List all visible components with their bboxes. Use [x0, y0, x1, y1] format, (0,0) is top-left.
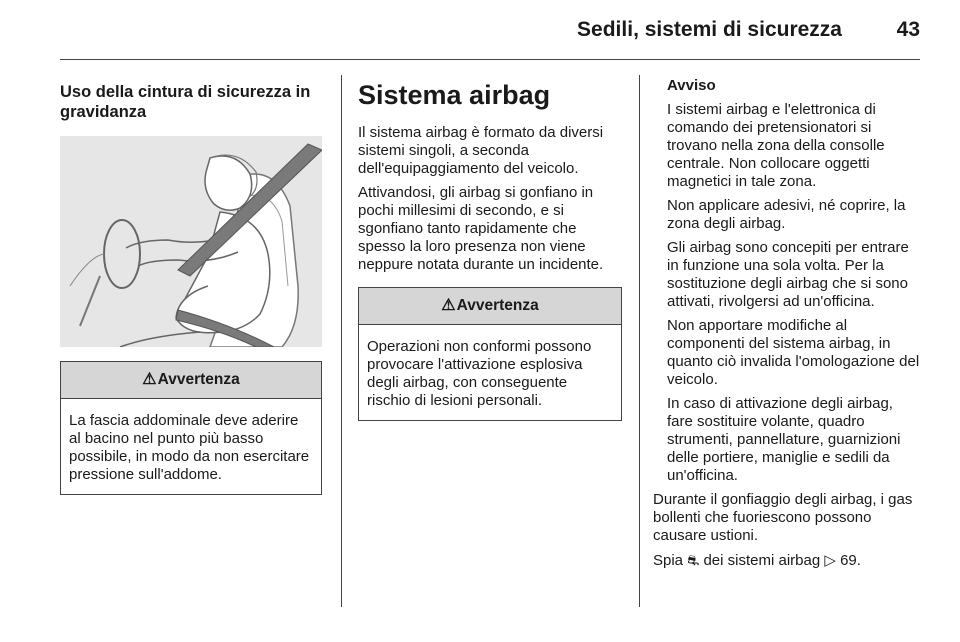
section-heading-airbag: Sistema airbag	[358, 80, 551, 110]
page-number: 43	[896, 18, 920, 41]
warning-triangle-icon: ⚠	[142, 371, 157, 388]
notice-paragraph: Non apportare modifiche al componenti del sistema airbag, in quanto ciò invalida l'omologazione del veicolo.	[667, 317, 920, 388]
paragraph-airbag-deployment: Attivandosi, gli airbag si gonfiano in pochi millesimi di secondo, e si sgonfiano tanto rapidamente che spesso la loro presenza non viene neppure notata durante un incidente.	[358, 184, 604, 273]
column-divider-right	[639, 75, 640, 607]
warning-box-pregnancy	[60, 361, 322, 495]
notice-paragraph: Non applicare adesivi, né coprire, la zona degli airbag.	[667, 197, 906, 232]
warning-heading: Avvertenza	[157, 371, 240, 388]
notice-heading: Avviso	[667, 77, 716, 94]
pregnant-seatbelt-illustration	[60, 136, 322, 347]
warning-text: Operazioni non conformi possono provocare l'attivazione esplosiva degli airbag, con conseguente rischio di lesioni personali.	[367, 338, 592, 409]
paragraph-indicator-reference	[653, 551, 921, 570]
notice-paragraph: In caso di attivazione degli airbag, fare sostituire volante, quadro strumenti, pannellature, guarnizioni delle portiere, maniglie e sedili da un'officina.	[667, 395, 901, 484]
header-rule	[60, 59, 920, 60]
header-title: Sedili, sistemi di sicurezza	[577, 18, 842, 41]
notice-paragraph: Gli airbag sono concepiti per entrare in funzione una sola volta. Per la sostituzione degli airbag che si sono attivati, rivolgersi ad un'officina.	[667, 239, 909, 310]
column-pregnancy	[60, 82, 322, 495]
column-airbag	[358, 80, 622, 421]
warning-box-header	[61, 362, 321, 399]
warning-heading: Avvertenza	[456, 297, 539, 314]
page-reference-link[interactable]: 69.	[840, 552, 861, 569]
notice-block	[653, 101, 921, 485]
warning-text: La fascia addominale deve aderire al bacino nel punto più basso possibile, in modo da non esercitare pressione sull'addome.	[69, 412, 310, 483]
paragraph-airbag-composition: Il sistema airbag è formato da diversi sistemi singoli, a seconda dell'equipaggiamento del veicolo.	[358, 124, 604, 177]
notice-paragraph: I sistemi airbag e l'elettronica di comando dei pretensionatori si trovano nella zona della consolle centrale. Non collocare oggetti magnetici in tale zona.	[667, 101, 885, 190]
section-heading-pregnancy: Uso della cintura di sicurezza in gravidanza	[60, 83, 311, 121]
spia-prefix: Spia	[653, 552, 684, 569]
spia-suffix: dei sistemi airbag	[703, 552, 821, 569]
warning-box-header	[359, 288, 621, 325]
warning-triangle-icon: ⚠	[441, 297, 456, 314]
paragraph-hot-gas: Durante il gonfiaggio degli airbag, i gas bollenti che fuoriescono possono causare ustioni.	[653, 491, 913, 544]
column-notice	[653, 77, 921, 576]
airbag-indicator-icon: ⛐	[687, 552, 700, 568]
page-reference-icon: ▷	[824, 552, 836, 569]
warning-box-airbag	[358, 287, 622, 421]
column-divider-left	[341, 75, 342, 607]
